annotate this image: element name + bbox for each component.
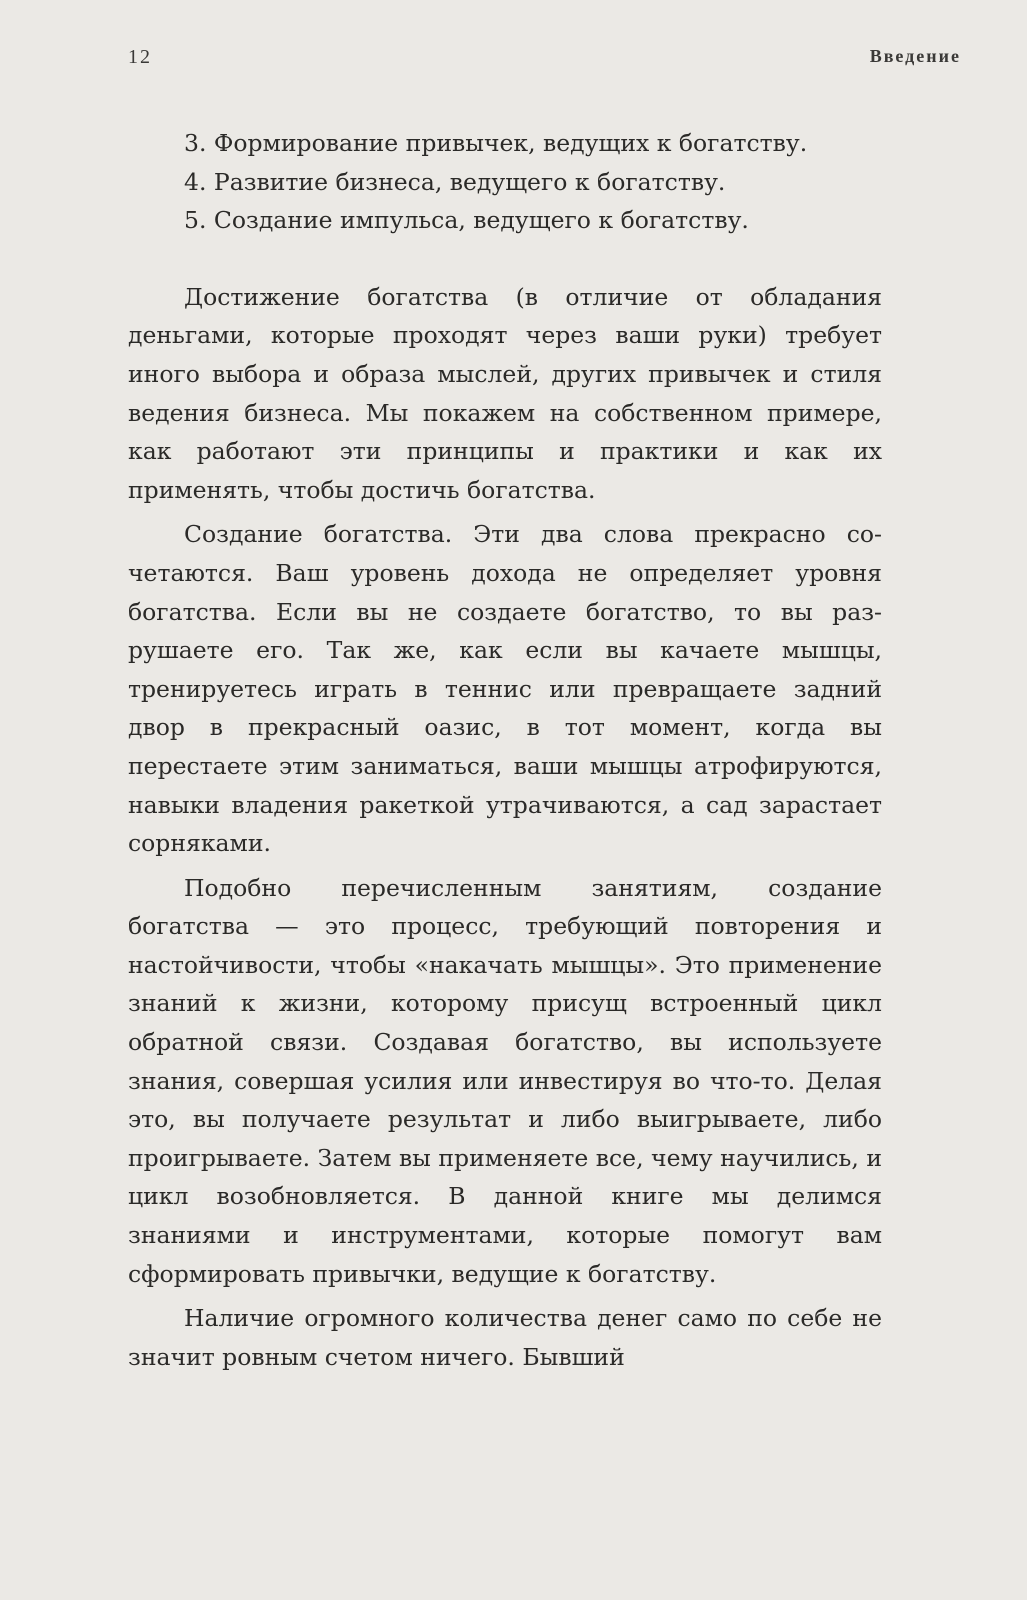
list-item: 4. Развитие бизнеса, ведущего к богатству. [184, 167, 726, 196]
list-item: 5. Создание импульса, ведущего к богатству. [184, 206, 749, 235]
page-number: 12 [128, 46, 152, 68]
paragraph: Наличие огромного количества денег само по себе не значит ровным счетом ничего. Бывший [128, 1304, 882, 1371]
chapter-title: Введение [869, 46, 961, 66]
paragraph: Достижение богатства (в отличие от обладания деньгами, которые проходят через ваши руки) требует иного выбора и образа мыслей, других привычек и стиля ведения бизнеса. Мы покажем на собственном примере, как работают эти принципы и практики и как их применять, чтобы достичь богатства. [128, 282, 882, 504]
paragraph: Подобно перечисленным занятиям, создание богатства — это процесс, требующий повторения и настойчивости, чтобы «накачать мышцы». Это применение знаний к жизни, которому присущ встроенный цикл обратной связи. Создавая богатство, вы используете знания, совершая усилия или инвестируя во что-то. Делая это, вы получаете результат и либо выигрываете, либо проигрываете. Затем вы применяете все, чему научились, и цикл возобновляется. В данной книге мы делимся знаниями и инструментами, которые помогут вам сформировать привычки, ведущие к богатству. [128, 873, 882, 1288]
numbered-list [128, 124, 882, 240]
body-text [128, 124, 882, 1376]
running-head [128, 46, 961, 76]
list-item: 3. Формирование привычек, ведущих к богатству. [184, 129, 808, 157]
paragraph: Создание богатства. Эти два слова прекрасно сочетаются. Ваш уровень дохода не определяет уровня богатства. Если вы не создаете богатство, то вы разрушаете его. Так же, как если вы качаете мышцы, тренируетесь играть в теннис или превращаете задний двор в прекрасный оазис, в тот момент, когда вы перестаете этим заниматься, ваши мышцы атрофируются, навыки владения ракеткой утрачиваются, а сад зарастает сорняками. [128, 520, 882, 858]
